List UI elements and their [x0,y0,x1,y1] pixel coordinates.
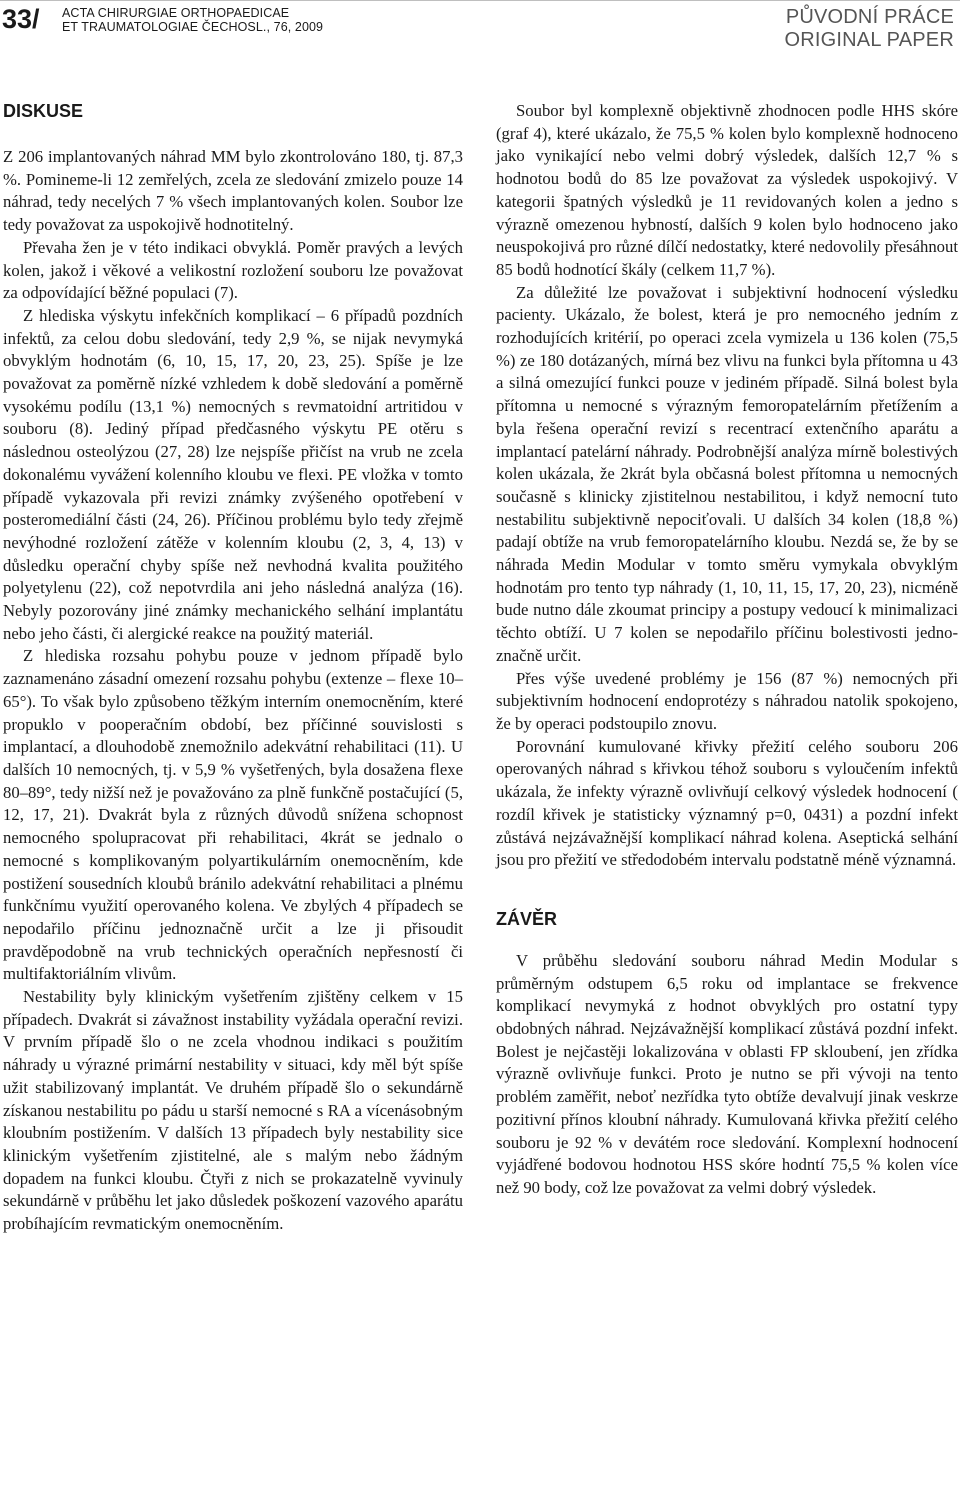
discussion-paragraph: Soubor byl komplexně objektivně zhodnocen podle HHS skóre (graf 4), které ukázalo, že 75,5 % kolen bylo komplexně hodnoceno jako vynikající nebo velmi dobrý výsledek, dalších 12,7 % s hodnotou bodů do 85 lze považovat za výsledek uspokojivý. V kategorii špatných výsledků je 11 revidovaných kolen a jedno s výrazně omezenou hybností, dalších 9 kolen bylo hodnoceno jako neuspokojivá pro různé dílčí nedostatky, které nedovolily přesáhnout 85 bodů hodnotící škály (celkem 11,7 %). [496,101,958,279]
section-label-english: ORIGINAL PAPER [784,29,954,51]
conclusion-paragraph: V průběhu sledování souboru náhrad Medin Modular s průměrným odstupem 6,5 roku od implantace se frekvence komplikací nevymyká z hodnot obvyklých pro ostatní typy obdobných náhrad. Nejzávažnější komplikací zůstává pozdní infekt. Bolest je nejčastěji lokalizována v oblasti FP skloubení, jen zřídka výrazně ovlivňuje funkci. Proto je nutno se při vývoji na tento problém zaměřit, neboť nezřídka tyto obtíže devalvují jinak veskrze pozitivní přínos kloubní náhrady. Kumulovaná křivka přežití celého souboru je 92 % v devátém roce sledování. Komplexní hodnocení vyjádřené bodovou hodnotou HSS skóre hodntí 75,5 % kolen více než 90 body, což lze považovat za velmi dobrý výsledek. [496,950,958,1197]
journal-name [62,6,323,34]
journal-name-line-1: ACTA CHIRURGIAE ORTHOPAEDICAE [62,6,290,20]
discussion-paragraph: Nestability byly klinickým vyšetřením zjištěny celkem v 15 případech. Dvakrát si závažnost instability vyžádala operační revizi. V prvním případě šlo o ne zcela vhodnou indikaci s použitím náhrady u výrazné primární nestability v situaci, kdy měl být spíše užit stabilizovaný implantát. Ve druhém případě šlo o sekundárně získanou nestabilitu po pádu u starší nemocné s RA a vícenásobným kloubním postižením. V dalších 13 případech byly nestability sice klinickým vyšetřením zjistitelné, ale s malým nebo žádným dopadem na funkci kloubu. Čtyři z nich se prokazatelně vyvinuly sekundárně v průběhu let jako důsledek poškození vazového aparátu probíhajícím revmatickým onemocněním. [3,987,463,1234]
conclusion-heading: ZÁVĚR [496,908,558,929]
right-column [496,100,958,1200]
left-column [3,100,463,1236]
section-label [784,6,954,52]
header-rule [0,0,960,1]
discussion-paragraph: Z hlediska výskytu infekčních komplikací – 6 případů pozdních infektů, za celou dobu sledování, tedy 2,9 %, se nijak nevymyká obvyklým hodnotám (6, 10, 15, 17, 20, 23, 25). Spíše je lze považovat za poměrně nízké vzhledem k době sledování a poměrně vysokému podílu (13,1 %) nemocných s revmatoidní artritidou v souboru (8). Jediný případ předčasného výskytu PE otěru s následnou osteolýzou (27, 28) lze nejspíše přičíst na vrub ne zcela dokonalému vyvážení kolenního kloubu ve flexi. PE vložka v tomto případě vykazovala při revizi známky zvýšeného opotřebení v posteromediální části (24, 26). Příčinou problému bylo tedy zřejmě nevýhodné rozložení zátěže v kolenním kloubu (2, 3, 4, 13) v důsledku operační chyby spíše než nevhodná kvalita použitého polyetylenu (22), což nepotvrdila ani jeho následná analýza (16). Nebyly pozorovány jiné známky mechanického selhání implantátu nebo jeho části, či alergické reakce na použitý materiál. [3,305,463,643]
page-number: 33/ [2,4,40,34]
discussion-paragraph: Přes výše uvedené problémy je 156 (87 %) nemocných při subjektivním hodnocení endoprotézy s náhradou natolik spokojeno, že by operaci podstoupilo znovu. [496,668,958,733]
journal-name-line-2: ET TRAUMATOLOGIAE ČECHOSL., 76, 2009 [62,20,324,34]
section-label-czech: PŮVODNÍ PRÁCE [785,6,954,28]
discussion-paragraph: Z 206 implantovaných náhrad MM bylo zkontrolováno 180, tj. 87,3 %. Pomineme-li 12 zemřelých, zcela ze sledování zmizelo pouze 14 náhrad, tedy necelých 7 % všech implantovaných kolen. Soubor lze tedy považovat za uspokojivě hodnotitelný. [3,147,463,235]
discussion-paragraph: Porovnání kumulované křivky přežití celého souboru 206 operovaných náhrad s křivkou téhož souboru s vyloučením infektů ukázala, že infekty výrazně ovlivňují celkový výsledek hodnocení ( rozdíl křivek je statisticky významný p=0, 0431) a pozdní infekt zůstává nejzávažnější komplikací náhrad kolena. Aseptická selhání jsou pro přežití ve středodobém intervalu podstatně méně významná. [496,736,958,870]
discussion-heading: DISKUSE [3,101,84,121]
discussion-paragraph: Z hlediska rozsahu pohybu pouze v jednom případě bylo zaznamenáno zásadní omezení rozsahu pohybu (extenze – flexe 10–65°). To však bylo způsobeno těžkým interním onemocněním, které propuklo v pooperačním období, bez příčinné souvislosti s implantací, a dlouhodobě znemožnilo adekvátní rehabilitaci (11). U dalších 10 nemocných, tj. v 5,9 % vyšetřených, byla dosažena flexe 80–89°, tedy nižší než je považováno za plně funkčně postačující (5, 12, 17, 21). Dvakrát byla z různých důvodů snížena schopnost nemocného spolupracovat při rehabilitaci, 4krát se jednalo o nemocné s komplikovaným polyartikulárním onemocněním, kde postižení sousedních kloubů bránilo adekvátní rehabilitaci a plnému funkčnímu využití operovaného kolena. Ve zbylých 4 případech se nepodařilo příčinu jednoznačně určit a lze ji přisoudit pravděpodobně na vrub technických operačních nepřesností či multifaktoriálním vlivům. [3,646,463,984]
discussion-paragraph: Převaha žen je v této indikaci obvyklá. Poměr pravých a levých kolen, jakož i věkové a velikostní rozložení souboru lze považovat za odpovídající běžné populaci (7). [3,237,463,303]
discussion-paragraph: Za důležité lze považovat i subjektivní hodnocení výsledku pacienty. Ukázalo, že bolest, která je pro nemocného jedním z rozhodujících kritérií, po operaci zcela vymizela u 136 kolen (75,5 %) ze 180 dotázaných, mírná bez vlivu na funkci byla přítomna u 43 a silná omezující funkci pouze v jediném případě. Silná bolest byla přítomna u nemocné s výrazným femoropatelárním přetížením a byla řešena operační revizí s recentrací extenčního aparátu a implantací patelární náhrady. Podrobnější analýza mírně bolestivých kolen ukázala, že 2krát byla občasná bolest přítomna u nemocných současně s klinicky zjistitelnou nestabilitou, i když nemocní tuto nestabilitu subjektivně nepociťovali. U dalších 34 kolen (18,8 %) padají obtíže na vrub femoropatelárního kloubu. Nezdá se, že by se náhrada Medin Modular v tomto směru vymykala obvyklým hodnotám pro tento typ náhrady (1, 10, 11, 15, 17, 20, 23), nicméně bude nutno dále zkoumat principy a postupy vedoucí k minimalizaci těchto obtíží. U 7 kolen se nepodařilo příčinu bolestivosti jednoznačně určit. [496,282,958,665]
